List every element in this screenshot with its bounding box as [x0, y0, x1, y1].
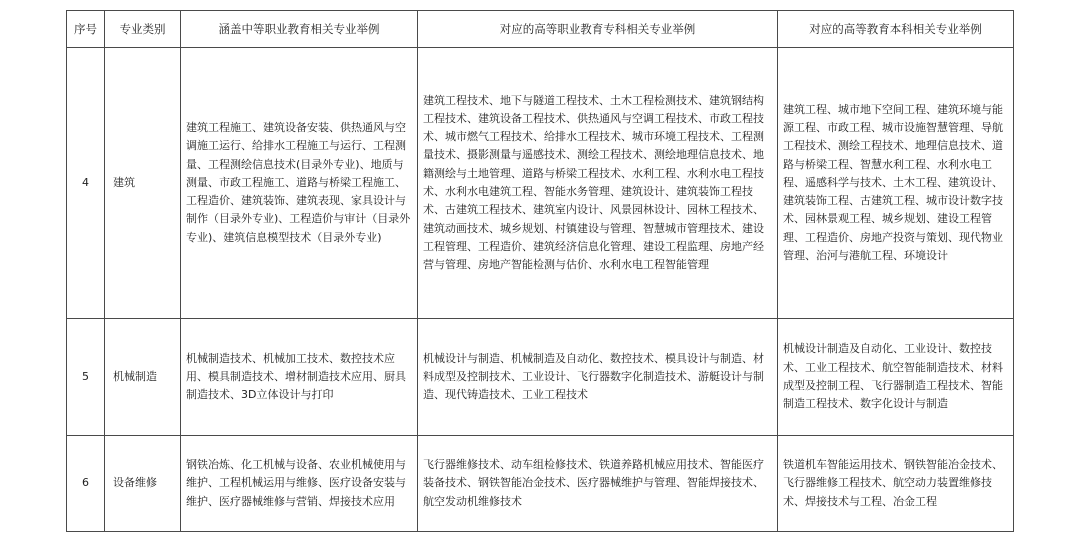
row-no: 5	[67, 319, 105, 436]
header-no: 序号	[67, 11, 105, 48]
row-higher-vocational-majors: 飞行器维修技术、动车组检修技术、铁道养路机械应用技术、智能医疗装备技术、钢铁智能冶金技术、医疗器械维护与管理、智能焊接技术、航空发动机维修技术	[418, 436, 778, 532]
header-secondary: 涵盖中等职业教育相关专业举例	[181, 11, 418, 48]
table-row	[67, 436, 1014, 532]
major-correspondence-table	[66, 10, 1014, 532]
row-secondary-majors: 机械制造技术、机械加工技术、数控技术应用、模具制造技术、增材制造技术应用、厨具制造技术、3D立体设计与打印	[181, 319, 418, 436]
row-undergraduate-majors: 机械设计制造及自动化、工业设计、数控技术、工业工程技术、航空智能制造技术、材料成型及控制工程、飞行器制造工程技术、智能制造工程技术、数字化设计与制造	[778, 319, 1014, 436]
row-higher-vocational-majors: 机械设计与制造、机械制造及自动化、数控技术、模具设计与制造、材料成型及控制技术、工业设计、飞行器数字化制造技术、游艇设计与制造、现代铸造技术、工业工程技术	[418, 319, 778, 436]
row-undergraduate-majors: 建筑工程、城市地下空间工程、建筑环境与能源工程、市政工程、城市设施智慧管理、导航工程技术、测绘工程技术、地理信息技术、道路与桥梁工程、智慧水利工程、水利水电工程、遥感科学与技术、土木工程、建筑设计、建筑装饰工程、古建筑工程、城市设计数字技术、园林景观工程、城乡规划、建设工程管理、工程造价、房地产投资与策划、现代物业管理、治河与港航工程、环境设计	[778, 48, 1014, 319]
table-header-row	[67, 11, 1014, 48]
row-no: 6	[67, 436, 105, 532]
row-category: 设备维修	[105, 436, 181, 532]
row-undergraduate-majors: 铁道机车智能运用技术、钢铁智能冶金技术、飞行器维修工程技术、航空动力装置维修技术、焊接技术与工程、冶金工程	[778, 436, 1014, 532]
row-category: 建筑	[105, 48, 181, 319]
major-correspondence-table-container	[66, 10, 1013, 532]
row-secondary-majors: 钢铁冶炼、化工机械与设备、农业机械使用与维护、工程机械运用与维修、医疗设备安装与维护、医疗器械维修与营销、焊接技术应用	[181, 436, 418, 532]
header-undergraduate: 对应的高等教育本科相关专业举例	[778, 11, 1014, 48]
table-row	[67, 48, 1014, 319]
row-no: 4	[67, 48, 105, 319]
row-higher-vocational-majors: 建筑工程技术、地下与隧道工程技术、土木工程检测技术、建筑钢结构工程技术、建筑设备工程技术、供热通风与空调工程技术、市政工程技术、城市燃气工程技术、给排水工程技术、城市环境工程技术、工程测量技术、摄影测量与遥感技术、测绘工程技术、测绘地理信息技术、地籍测绘与土地管理、道路与桥梁工程技术、水利工程、水利水电工程技术、水利水电建筑工程、智能水务管理、建筑设计、建筑装饰工程技术、古建筑工程技术、建筑室内设计、风景园林设计、园林工程技术、建筑动画技术、城乡规划、村镇建设与管理、智慧城市管理技术、建设工程管理、工程造价、建筑经济信息化管理、建设工程监理、房地产经营与管理、房地产智能检测与估价、水利水电工程智能管理	[418, 48, 778, 319]
header-category: 专业类别	[105, 11, 181, 48]
row-category: 机械制造	[105, 319, 181, 436]
table-row	[67, 319, 1014, 436]
header-higher-vocational: 对应的高等职业教育专科相关专业举例	[418, 11, 778, 48]
row-secondary-majors: 建筑工程施工、建筑设备安装、供热通风与空调施工运行、给排水工程施工与运行、工程测量、工程测绘信息技术(目录外专业)、地质与测量、市政工程施工、道路与桥梁工程施工、工程造价、建筑装饰、建筑表现、家具设计与制作（目录外专业)、工程造价与审计（目录外专业)、建筑信息模型技术（目录外专业)	[181, 48, 418, 319]
